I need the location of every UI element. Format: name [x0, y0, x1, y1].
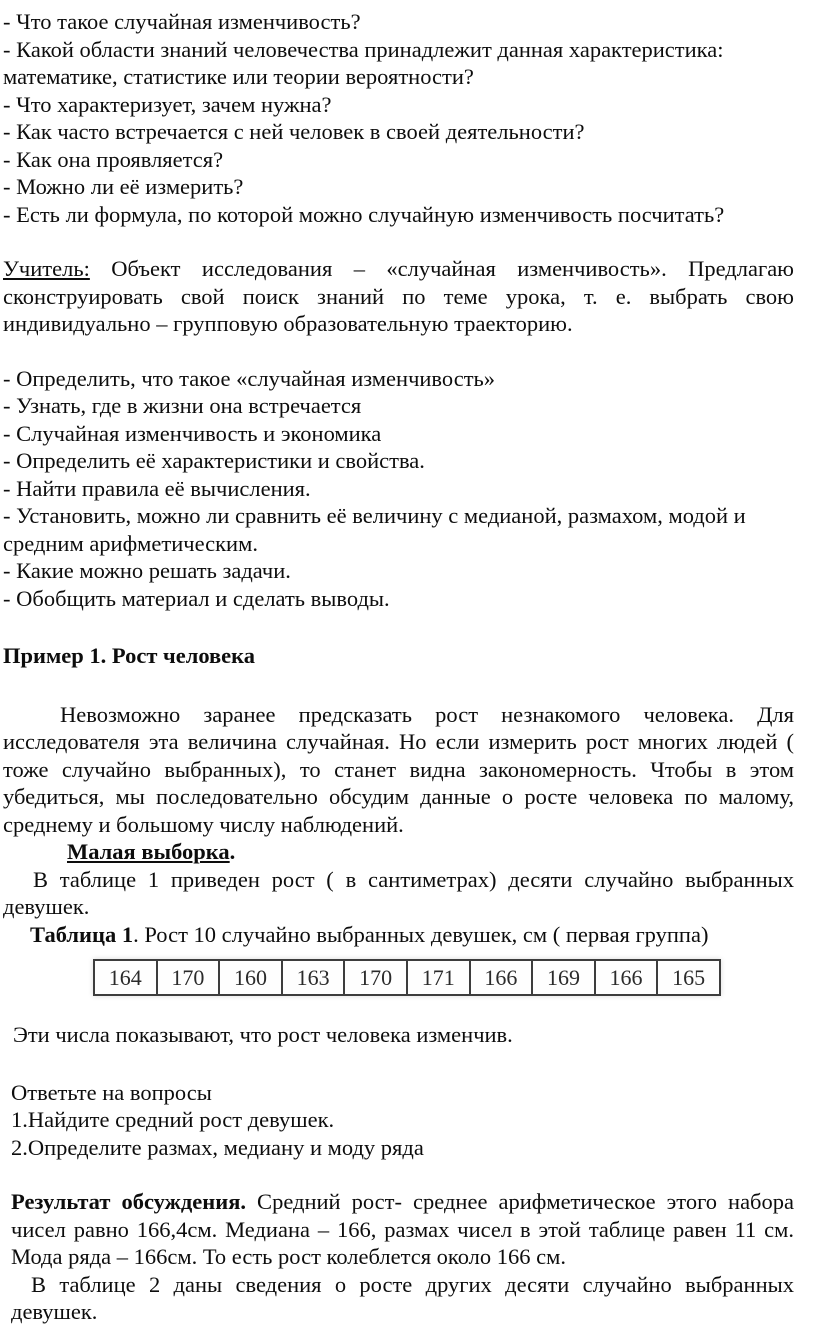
example-1-heading: Пример 1. Рост человека: [3, 643, 256, 668]
table-cell: 171: [406, 961, 469, 994]
result-text: Средний рост- среднее арифметическое этого набора чисел равно 166,4см. Медиана – 166, размах чисел в этой таблице равен 11 см. Мода ряда – 166см. То есть рост колеблется около 166 см.: [11, 1189, 794, 1269]
after-table-note: Эти числа показывают, что рост человека изменчив.: [13, 1022, 513, 1047]
goal-item: - Найти правила её вычисления.: [3, 475, 311, 501]
table-cell: 170: [156, 961, 219, 994]
table-cell: 169: [531, 961, 594, 994]
task-item: 1.Найдите средний рост девушек.: [11, 1107, 335, 1132]
question-item: - Что характеризует, зачем нужна?: [3, 91, 332, 117]
table-1-caption-text: . Рост 10 случайно выбранных девушек, см ( первая группа): [133, 921, 709, 947]
table-cell: 165: [656, 961, 719, 994]
table-cell: 166: [594, 961, 657, 994]
table-cell: 170: [343, 961, 406, 994]
question-item: - Как она проявляется?: [3, 146, 224, 172]
height-table: [93, 959, 721, 996]
question-list: [3, 8, 794, 228]
table-2-intro: В таблице 2 даны сведения о росте других десяти случайно выбранных девушек.: [11, 1271, 794, 1324]
table-cell: 160: [218, 961, 281, 994]
goal-item: - Установить, можно ли сравнить её величину с медианой, размахом, модой и средним арифметическим.: [3, 503, 746, 556]
question-item: - Что такое случайная изменчивость?: [3, 9, 361, 34]
result-paragraph: [11, 1188, 794, 1271]
table-1-caption: [3, 921, 794, 949]
goal-item: - Узнать, где в жизни она встречается: [3, 393, 362, 418]
teacher-text: Объект исследования – «случайная изменчивость». Предлагаю сконструировать свой поиск знаний по теме урока, т. е. выбрать свою индивидуально – групповую образовательную траекторию.: [3, 256, 794, 336]
small-sample-label: Малая выборка: [67, 839, 230, 864]
table-cell: 166: [469, 961, 532, 994]
goal-item: - Какие можно решать задачи.: [3, 558, 291, 583]
table-1-caption-label: Таблица 1: [30, 921, 134, 947]
example-1-intro-paragraph: Невозможно заранее предсказать рост незнакомого человека. Для исследователя эта величина случайная. Но если измерить рост многих людей ( тоже случайно выбранных), то станет видна закономерность. Чтобы в этом убедиться, мы последовательно обсудим данные о росте человека по малому, среднему и большому числу наблюдений.: [3, 701, 794, 837]
question-item: - Как часто встречается с ней человек в своей деятельности?: [3, 119, 585, 144]
table-1-intro: В таблице 1 приведен рост ( в сантиметрах) десяти случайно выбранных девушек.: [3, 866, 794, 919]
small-sample-heading: [3, 838, 794, 866]
task-item: 2.Определите размах, медиану и моду ряда: [11, 1134, 424, 1160]
teacher-paragraph: [3, 255, 794, 338]
goal-item: - Случайная изменчивость и экономика: [3, 420, 382, 446]
question-item: - Какой области знаний человечества принадлежит данная характеристика: математике, статистике или теории вероятности?: [3, 36, 724, 89]
teacher-label: Учитель:: [3, 256, 90, 281]
table-cell: 163: [281, 961, 344, 994]
small-sample-period: .: [229, 839, 236, 864]
table-cell: 164: [108, 964, 142, 990]
goal-item: - Определить её характеристики и свойства.: [3, 448, 425, 473]
goal-item: - Определить, что такое «случайная изменчивость»: [3, 365, 496, 391]
goal-list: [3, 365, 794, 613]
result-label: Результат обсуждения.: [11, 1189, 247, 1214]
question-item: - Можно ли её измерить?: [3, 174, 244, 199]
question-item: - Есть ли формула, по которой можно случайную изменчивость посчитать?: [3, 201, 725, 227]
answer-prompt: Ответьте на вопросы: [11, 1079, 212, 1105]
goal-item: - Обобщить материал и сделать выводы.: [3, 585, 390, 611]
